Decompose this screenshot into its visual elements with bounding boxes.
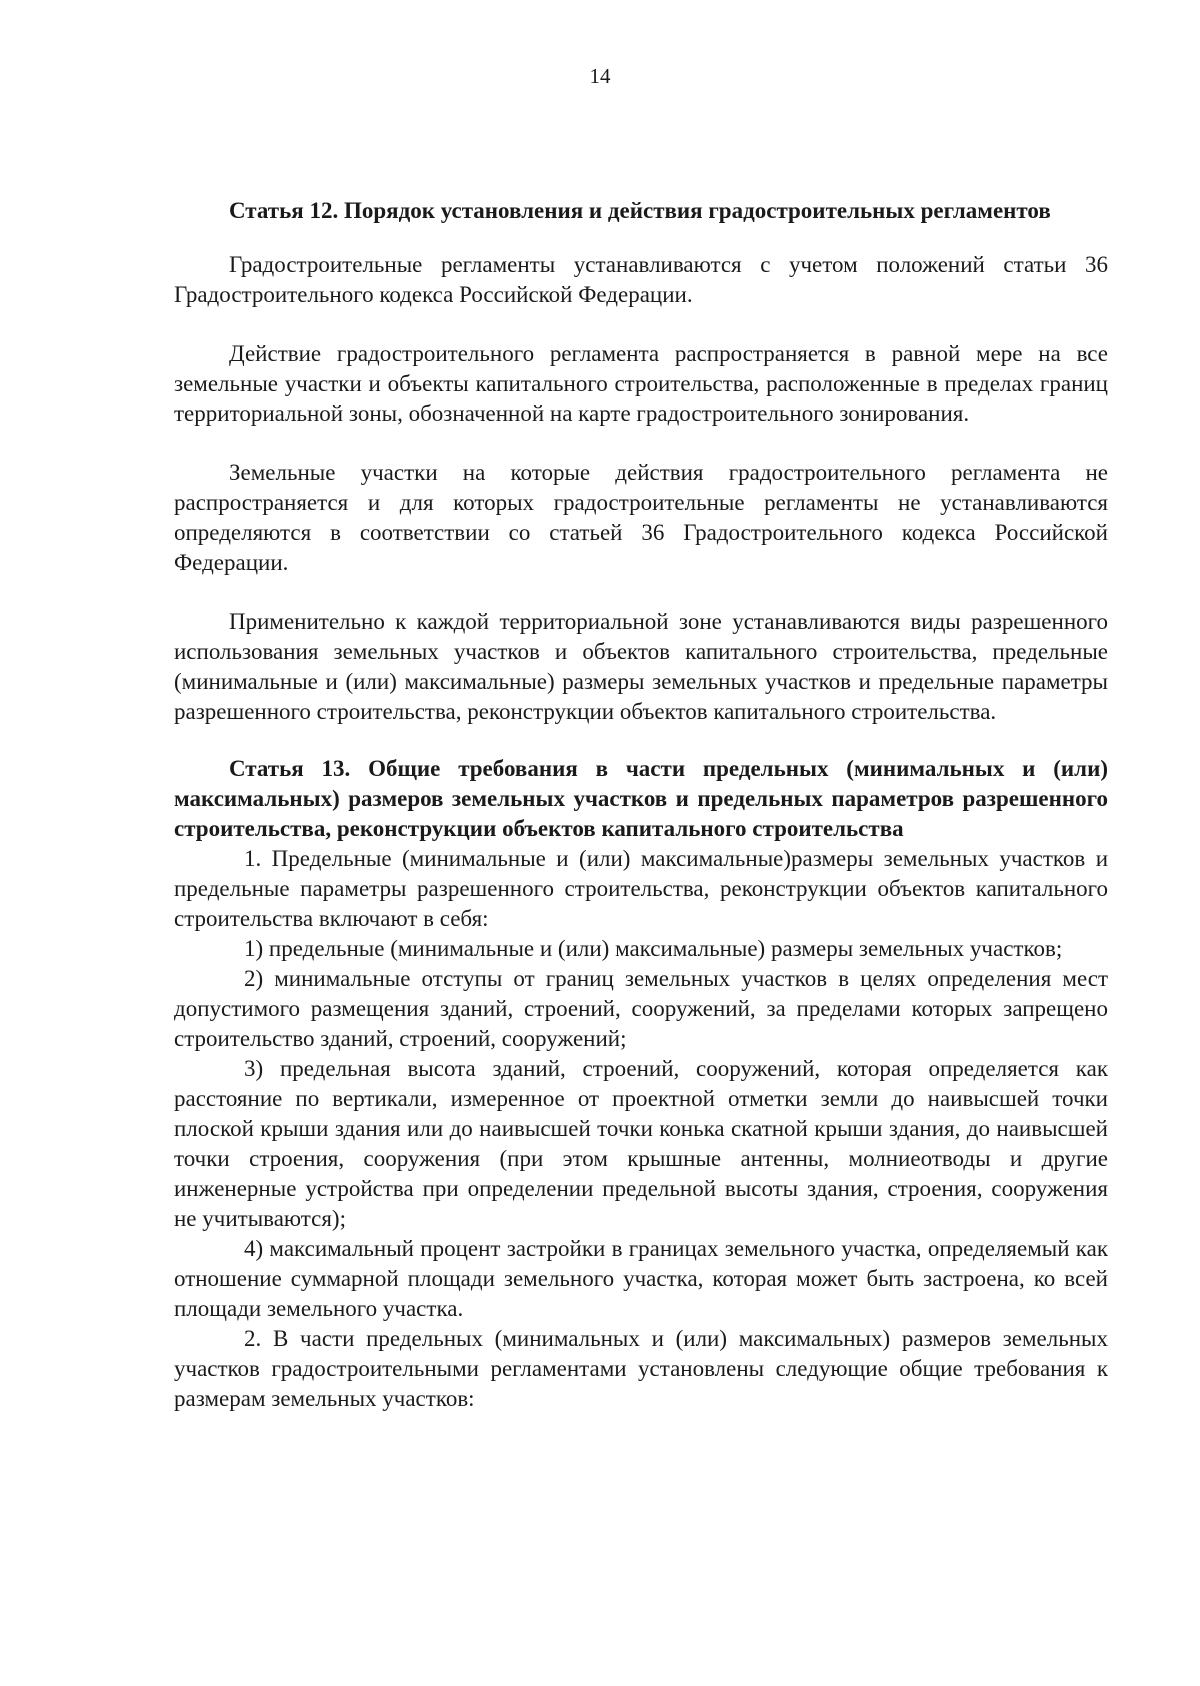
article-13 [174,754,1108,1414]
article-13-subitem-1: 1) предельные (минимальные и (или) максимальные) размеры земельных участков; [244,936,1063,961]
article-13-subitem-3: 3) предельная высота зданий, строений, сооружений, которая определяется как расстояние по вертикали, измеренное от проектной отметки земли до наивысшей точки плоской крыши здания или до наивысшей точки конька скатной крыши здания, до наивысшей точки строения, сооружения (при этом крышные антенны, молниеотводы и другие инженерные устройства при определении предельной высоты здания, строения, сооружения не учитываются); [174,1056,1108,1231]
article-12-paragraph-1: Градостроительные регламенты устанавливаются с учетом положений статьи 36 Градостроительного кодекса Российской Федерации. [174,252,1108,307]
article-12 [174,196,1108,727]
article-13-heading: Статья 13. Общие требования в части предельных (минимальных и (или) максимальных) размеров земельных участков и предельных параметров разрешенного строительства, реконструкции объектов капитального строительства [174,756,1108,841]
article-13-item-1: 1. Предельные (минимальные и (или) максимальные)размеры земельных участков и предельные параметры разрешенного строительства, реконструкции объектов капитального строительства включают в себя: [174,846,1108,931]
page-content [174,196,1108,1414]
article-12-paragraph-2: Действие градостроительного регламента распространяется в равной мере на все земельные участки и объекты капитального строительства, расположенные в пределах границ территориальной зоны, обозначенной на карте градостроительного зонирования. [174,341,1108,426]
article-13-subitem-2: 2) минимальные отступы от границ земельных участков в целях определения мест допустимого размещения зданий, строений, сооружений, за пределами которых запрещено строительство зданий, строений, сооружений; [174,966,1108,1051]
article-12-paragraph-3: Земельные участки на которые действия градостроительного регламента не распространяется и для которых градостроительные регламенты не устанавливаются определяются в соответствии со статьей 36 Градостроительного кодекса Российской Федерации. [174,460,1108,575]
page-number: 14 [589,64,611,88]
article-12-paragraph-4: Применительно к каждой территориальной зоне устанавливаются виды разрешенного использования земельных участков и объектов капитального строительства, предельные (минимальные и (или) максимальные) размеры земельных участков и предельные параметры разрешенного строительства, реконструкции объектов капитального строительства. [174,609,1108,724]
article-13-item-2: 2. В части предельных (минимальных и (или) максимальных) размеров земельных участков градостроительными регламентами установлены следующие общие требования к размерам земельных участков: [174,1326,1108,1411]
article-12-heading: Статья 12. Порядок установления и действия градостроительных регламентов [229,198,1051,223]
article-13-subitem-4: 4) максимальный процент застройки в границах земельного участка, определяемый как отношение суммарной площади земельного участка, которая может быть застроена, ко всей площади земельного участка. [174,1236,1108,1321]
